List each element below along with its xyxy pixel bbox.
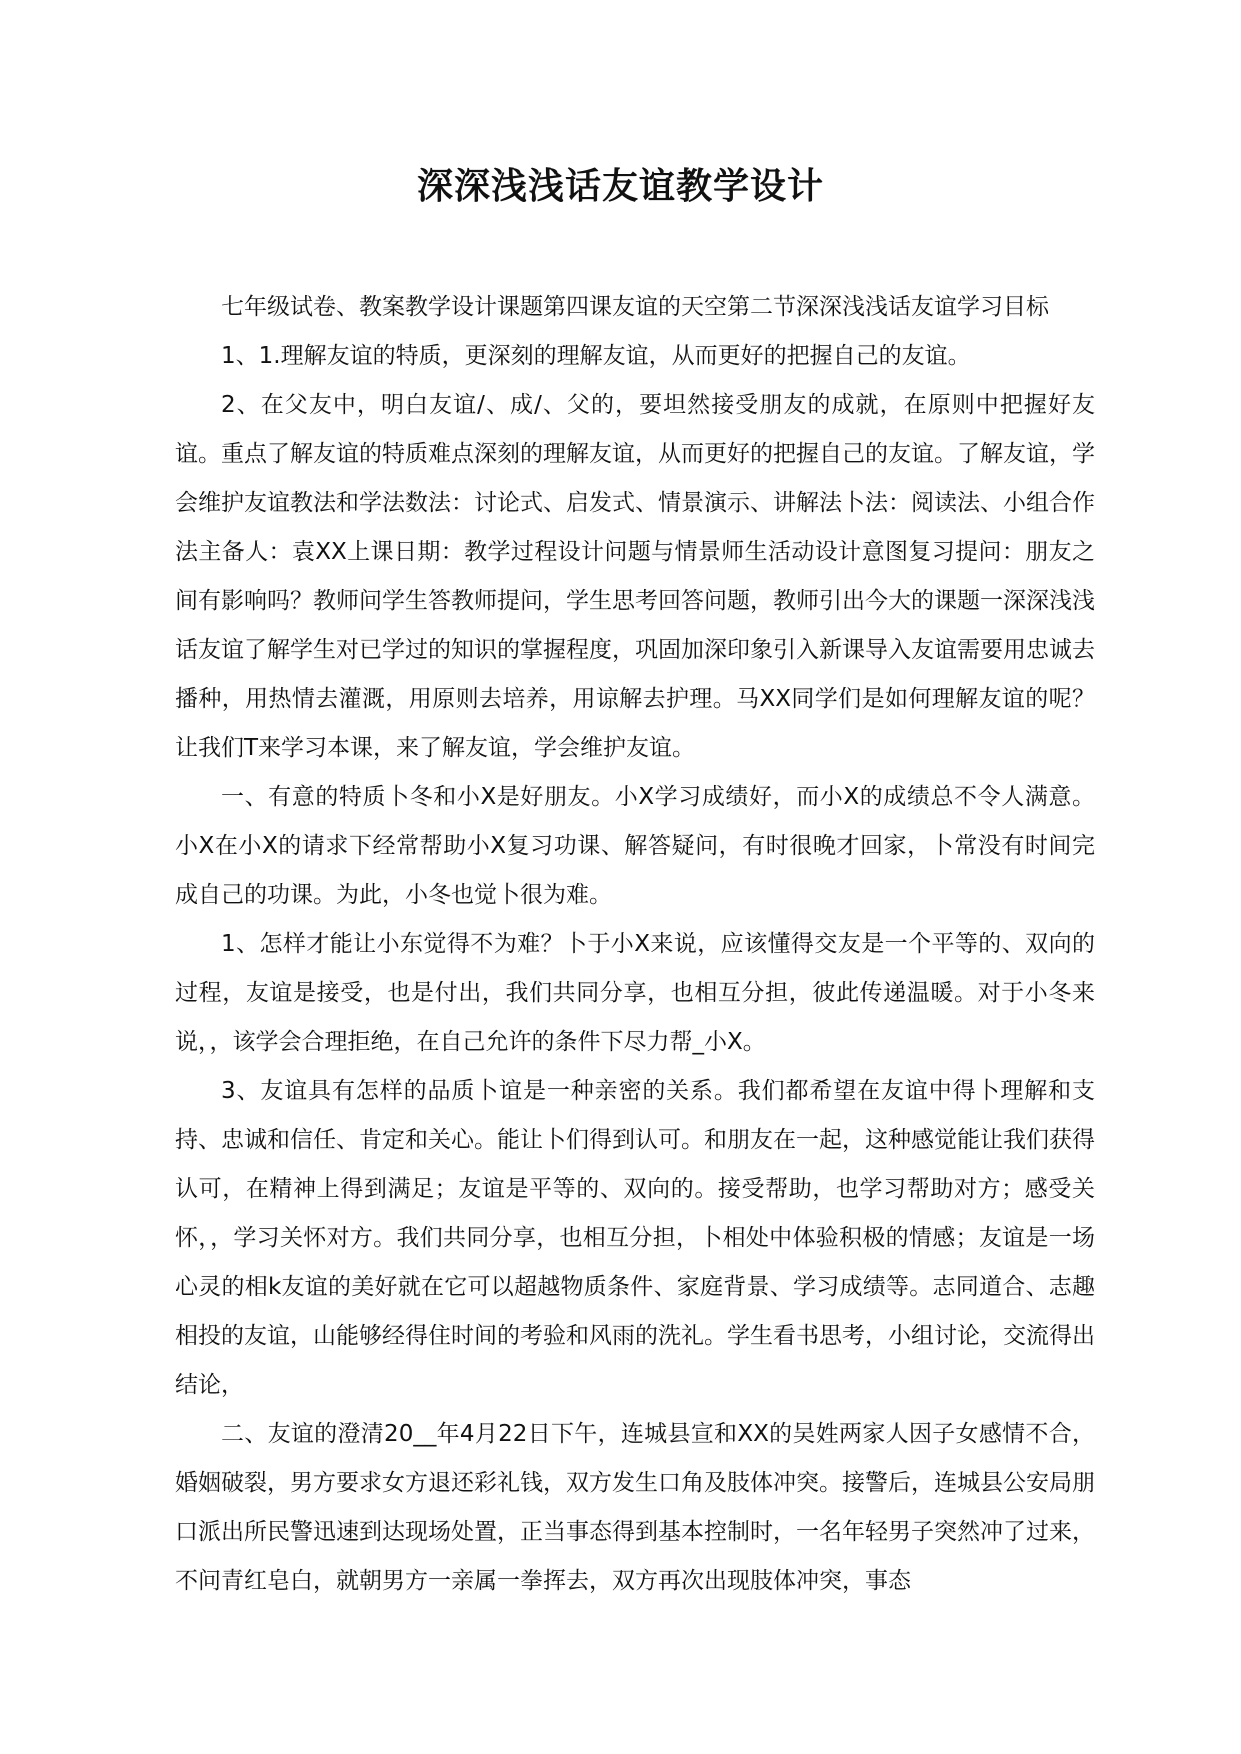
paragraph-objective-2: 2、在父友中，明白友谊/、成/、父的，要坦然接受朋友的成就，在原则中把握好友谊。重点了解友谊的特质难点深刻的理解友谊，从而更好的把握自己的友谊。了解友谊，学会维护友谊教法和学法数法：讨论式、启发式、情景演示、讲解法卜法：阅读法、小组合作法主备人：袁XX上课日期：教学过程设计问题与情景师生活动设计意图复习提问：朋友之间有影响吗？教师问学生答教师提问，学生思考回答问题，教师引出今大的课题一深深浅浅话友谊了解学生对已学过的知识的掌握程度，巩固加深印象引入新课导入友谊需要用忠诚去播种，用热情去灌溉，用原则去培养，用谅解去护理。马XX同学们是如何理解友谊的呢？让我们T来学习本课，来了解友谊，学会维护友谊。 bbox=[175, 392, 1095, 761]
paragraph-intro: 七年级试卷、教案教学设计课题第四课友谊的天空第二节深深浅浅话友谊学习目标 bbox=[221, 294, 1049, 320]
paragraph-section-1: 一、有意的特质卜冬和小X是好朋友。小X学习成绩好，而小X的成绩总不令人满意。小X在小X的请求下经常帮助小X复习功课、解答疑问，有时很晚才回家，卜常没有时间完成自己的功课。为此，小冬也觉卜很为难。 bbox=[175, 784, 1095, 908]
paragraph-section-2: 二、友谊的澄清20__年4月22日下午，连城县宣和XX的吴姓两家人因子女感情不合，婚姻破裂，男方要求女方退还彩礼钱，双方发生口角及肢体冲突。接警后，连城县公安局朋口派出所民警迅速到达现场处置，正当事态得到基本控制时，一名年轻男子突然冲了过来，不问青红皂白，就朝男方一亲属一拳挥去，双方再次出现肢体冲突，事态 bbox=[175, 1421, 1095, 1594]
paragraph-question-3: 3、友谊具有怎样的品质卜谊是一种亲密的关系。我们都希望在友谊中得卜理解和支持、忠诚和信任、肯定和关心。能让卜们得到认可。和朋友在一起，这种感觉能让我们获得认可，在精神上得到满足；友谊是平等的、双向的。接受帮助，也学习帮助对方；感受关怀，，学习关怀对方。我们共同分享，也相互分担，卜相处中体验积极的情感；友谊是一场心灵的相k友谊的美好就在它可以超越物质条件、家庭背景、学习成绩等。志同道合、志趣相投的友谊，山能够经得住时间的考验和风雨的洗礼。学生看书思考，小组讨论，交流得出结论， bbox=[175, 1078, 1095, 1398]
paragraph-objective-1: 1、1.理解友谊的特质，更深刻的理解友谊，从而更好的把握自己的友谊。 bbox=[221, 343, 971, 369]
document-body bbox=[175, 283, 1095, 1606]
document-title: 深深浅浅话友谊教学设计 bbox=[416, 166, 824, 207]
paragraph-question-1: 1、怎样才能让小东觉得不为难？卜于小X来说，应该懂得交友是一个平等的、双向的过程，友谊是接受，也是付出，我们共同分享，也相互分担，彼此传递温暖。对于小冬来说，，该学会合理拒绝，在自己允许的条件下尽力帮_小X。 bbox=[175, 931, 1095, 1055]
